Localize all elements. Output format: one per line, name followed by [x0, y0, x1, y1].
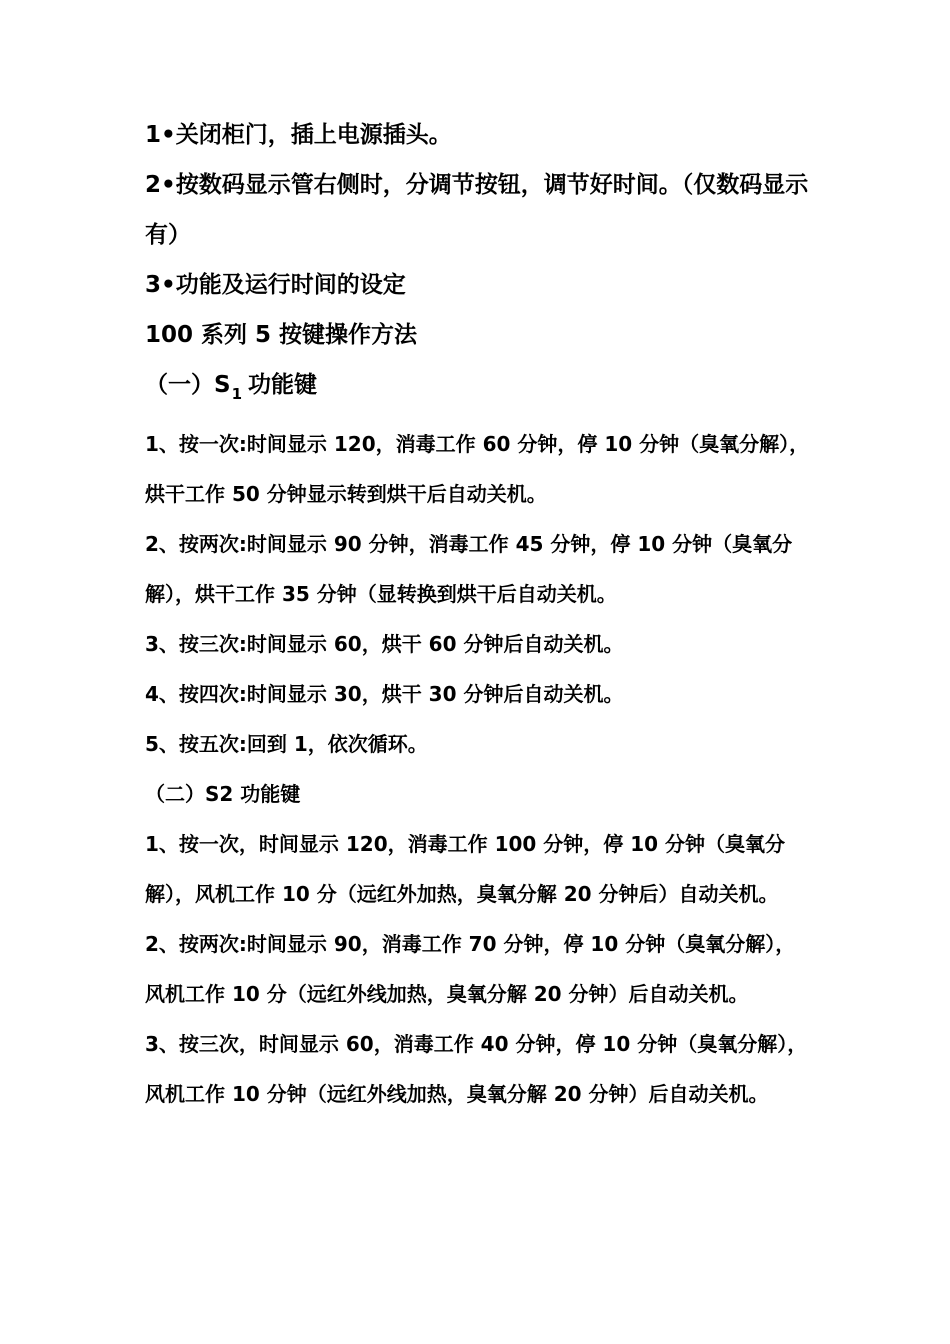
- section2-item-1: 1、按一次，时间显示 120，消毒工作 100 分钟，停 10 分钟（臭氧分解），风机工作 10 分（远红外加热，臭氧分解 20 分钟后）自动关机。: [145, 832, 786, 906]
- series-title: 100 系列 5 按键操作方法: [145, 322, 418, 348]
- section1-heading-subscript: 1: [231, 385, 243, 403]
- step-1: 1•关闭柜门，插上电源插头。: [145, 122, 452, 148]
- section1-item-4: 4、按四次:时间显示 30，烘干 30 分钟后自动关机。: [145, 682, 624, 706]
- section1-heading-prefix: （一）S: [145, 372, 231, 398]
- section1-item-5: 5、按五次:回到 1，依次循环。: [145, 732, 428, 756]
- section1-item-1: 1、按一次:时间显示 120，消毒工作 60 分钟，停 10 分钟（臭氧分解），烘干工作 50 分钟显示转到烘干后自动关机。: [145, 432, 810, 506]
- section1-heading-suffix: 功能键: [248, 372, 318, 398]
- section2-heading: （二）S2 功能键: [145, 782, 301, 806]
- step-2: 2•按数码显示管右侧时，分调节按钮，调节好时间。（仅数码显示有）: [145, 172, 809, 248]
- section2-item-3: 3、按三次，时间显示 60，消毒工作 40 分钟，停 10 分钟（臭氧分解），风机工作 10 分钟（远红外线加热，臭氧分解 20 分钟）后自动关机。: [145, 1032, 808, 1106]
- section1-item-2: 2、按两次:时间显示 90 分钟，消毒工作 45 分钟，停 10 分钟（臭氧分解），烘干工作 35 分钟（显转换到烘干后自动关机。: [145, 532, 793, 606]
- section2-item-2: 2、按两次:时间显示 90，消毒工作 70 分钟，停 10 分钟（臭氧分解），风机工作 10 分（远红外线加热，臭氧分解 20 分钟）后自动关机。: [145, 932, 796, 1006]
- step-3: 3•功能及运行时间的设定: [145, 272, 406, 298]
- section1-heading: [145, 360, 810, 419]
- document-page: [145, 110, 810, 1119]
- section1-item-3: 3、按三次:时间显示 60，烘干 60 分钟后自动关机。: [145, 632, 624, 656]
